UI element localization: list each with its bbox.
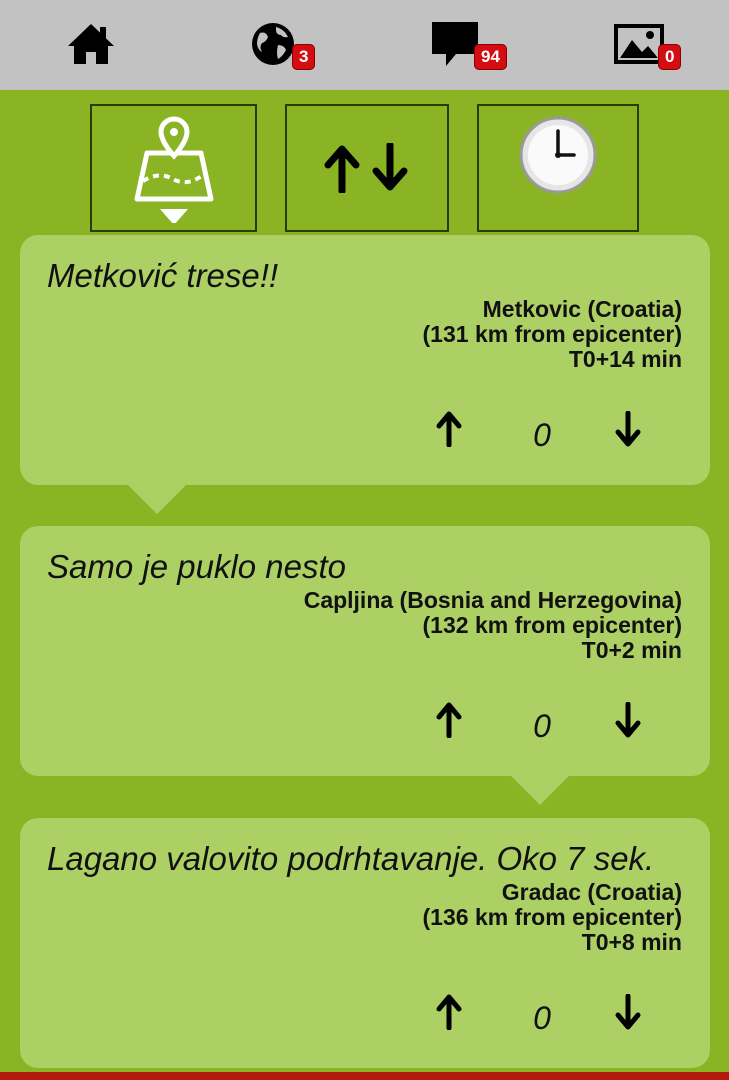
comment-distance: (131 km from epicenter) — [422, 321, 682, 347]
globe-badge: 3 — [292, 44, 315, 70]
comment-distance: (136 km from epicenter) — [422, 904, 682, 930]
vote-count: 0 — [533, 708, 551, 744]
comment-message: Samo je puklo nesto — [47, 548, 347, 585]
arrow-up-icon — [436, 411, 462, 447]
home-button[interactable] — [36, 14, 146, 74]
pictures-button[interactable] — [584, 14, 694, 74]
bottom-strip — [0, 1072, 729, 1080]
vote-count: 0 — [533, 417, 551, 453]
comment-time: T0+2 min — [581, 637, 682, 663]
arrow-down-icon — [615, 702, 641, 738]
map-view-button[interactable] — [90, 104, 257, 232]
downvote-button[interactable] — [608, 700, 648, 740]
top-nav-bar — [0, 0, 729, 90]
home-icon — [66, 22, 116, 66]
clock-icon — [518, 115, 598, 195]
comment-time: T0+14 min — [568, 346, 682, 372]
arrow-down-icon — [615, 411, 641, 447]
upvote-button[interactable] — [429, 700, 469, 740]
sort-button[interactable] — [285, 104, 449, 232]
vote-count: 0 — [533, 1000, 551, 1036]
arrow-up-icon — [436, 702, 462, 738]
sort-arrows-icon — [322, 143, 412, 193]
globe-button[interactable] — [218, 14, 328, 74]
comment-card — [20, 818, 710, 1068]
downvote-button[interactable] — [608, 992, 648, 1032]
comment-location: Gradac (Croatia) — [501, 879, 682, 905]
comment-message: Lagano valovito podrhtavanje. Oko 7 sek. — [47, 840, 655, 877]
globe-icon — [250, 21, 296, 67]
comments-badge: 94 — [474, 44, 507, 70]
picture-icon — [614, 24, 664, 64]
comment-time: T0+8 min — [581, 929, 682, 955]
arrow-down-icon — [615, 994, 641, 1030]
downvote-button[interactable] — [608, 409, 648, 449]
pictures-badge: 0 — [658, 44, 681, 70]
comments-button[interactable] — [400, 14, 510, 74]
map-pin-icon — [129, 113, 219, 223]
comment-card — [20, 526, 710, 776]
time-sort-button[interactable] — [477, 104, 639, 232]
comment-meta — [423, 297, 682, 372]
arrow-up-icon — [436, 994, 462, 1030]
comment-location: Capljina (Bosnia and Herzegovina) — [303, 587, 682, 613]
comment-distance: (132 km from epicenter) — [422, 612, 682, 638]
upvote-button[interactable] — [429, 992, 469, 1032]
comment-location: Metkovic (Croatia) — [482, 296, 682, 322]
comment-card — [20, 235, 710, 485]
comment-meta — [304, 588, 682, 663]
card-pointer — [510, 775, 570, 805]
comment-message: Metković trese!! — [47, 257, 279, 294]
card-pointer — [127, 484, 187, 514]
upvote-button[interactable] — [429, 409, 469, 449]
comment-meta — [423, 880, 682, 955]
